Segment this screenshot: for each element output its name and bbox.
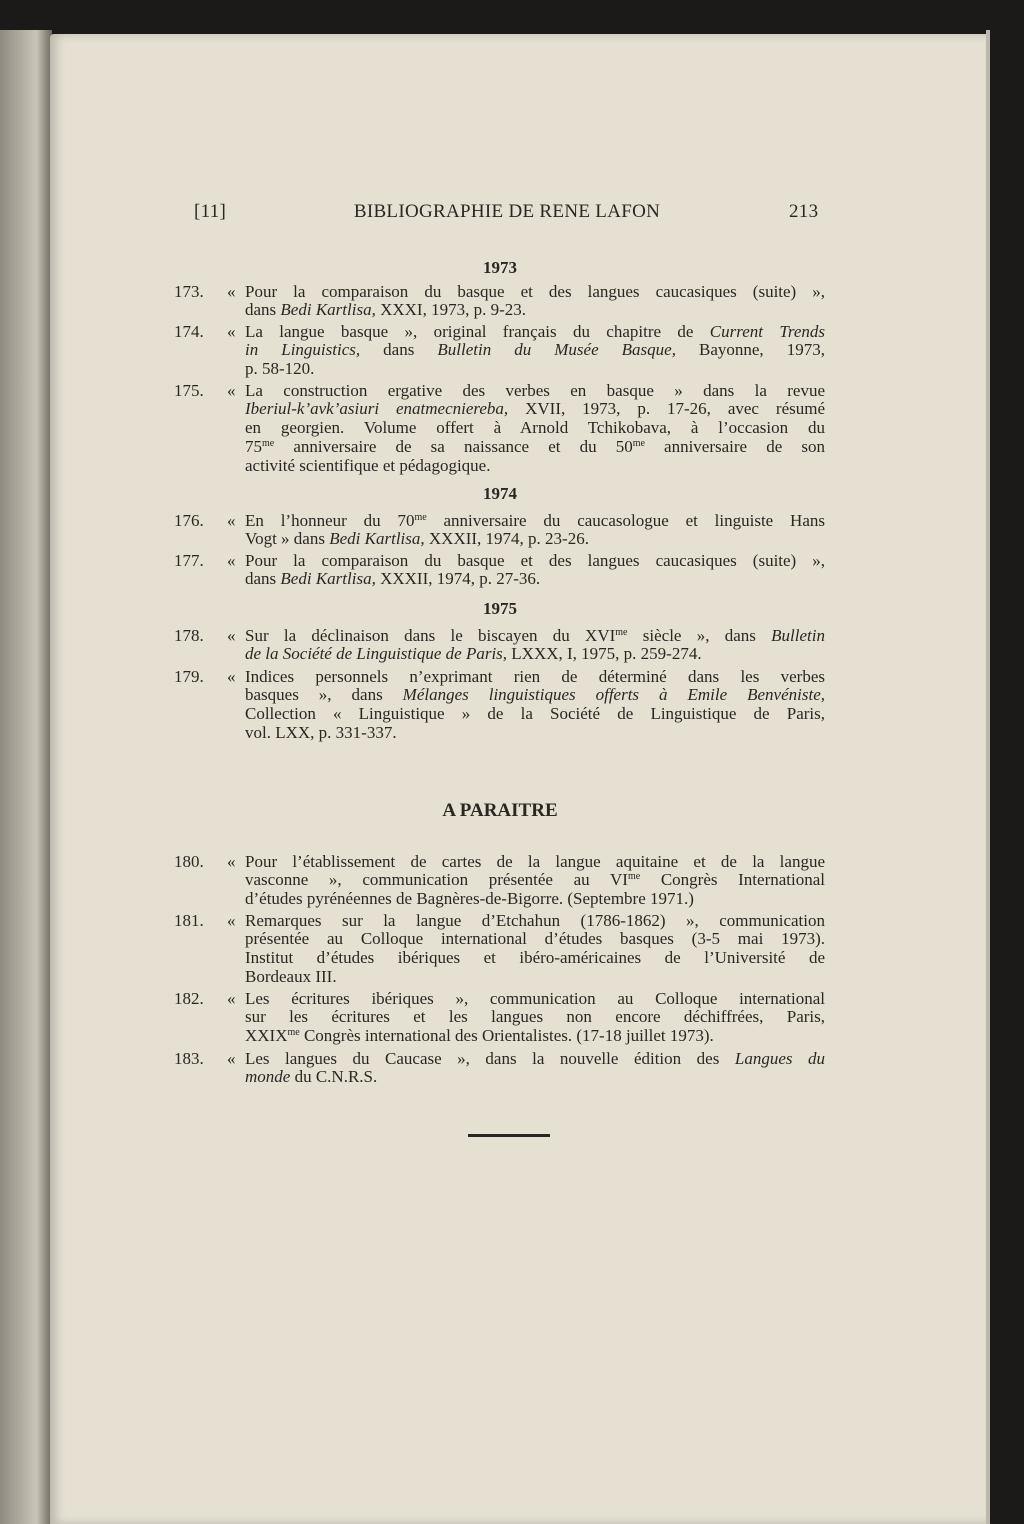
entry-number: 176. — [174, 510, 204, 530]
text: dans — [245, 569, 281, 589]
entry-line — [245, 456, 825, 475]
entry-number: 179. — [174, 666, 204, 686]
page-number: 213 — [789, 201, 819, 222]
italic-title: Bulletin du Musée Basque, — [437, 340, 676, 360]
entry-line — [245, 399, 825, 418]
text: Indices personnels n’exprimant rien de déterminé dans les verbes — [245, 666, 825, 686]
italic-title: Current Trends — [709, 321, 825, 341]
entry-line — [245, 723, 825, 742]
page-edge — [986, 30, 990, 1524]
entry-number: 183. — [174, 1048, 204, 1068]
entry-line — [245, 359, 825, 378]
text: XXXI, 1973, p. 9-23. — [375, 300, 526, 320]
text: Les langues du Caucase », dans la nouvelle édition des — [245, 1048, 735, 1068]
opening-quote: « — [227, 510, 236, 530]
entry-line — [245, 889, 825, 908]
superscript: me — [632, 437, 645, 449]
italic-title: monde — [245, 1067, 291, 1087]
text: Pour l’établissement de cartes de la langue aquitaine et de la langue — [245, 851, 825, 871]
opening-quote: « — [227, 851, 236, 871]
entry-line — [245, 685, 825, 704]
opening-quote: « — [227, 321, 236, 341]
section-marker: [11] — [194, 201, 227, 222]
text: XXXII, 1974, p. 23-26. — [424, 529, 589, 549]
text: Collection « Linguistique » de la Société de Linguistique de Paris, — [245, 704, 825, 724]
entry-line — [245, 551, 825, 570]
entry-number: 175. — [174, 380, 204, 400]
facing-page-edge — [0, 30, 52, 1524]
text: Congrès international des Orientalistes. (17-18 juillet 1973). — [299, 1026, 714, 1046]
entry-line — [245, 511, 825, 530]
entry-number: 180. — [174, 851, 204, 871]
text: Pour la comparaison du basque et des langues caucasiques (suite) », — [245, 550, 825, 570]
text: Congrès International — [640, 870, 825, 890]
entry-line — [245, 1026, 825, 1045]
section-heading: 1974 — [483, 484, 517, 503]
text: anniversaire de sa naissance et du 50 — [274, 436, 633, 456]
text: siècle », dans — [627, 625, 772, 645]
entry-line — [245, 340, 825, 359]
text: du C.N.R.S. — [290, 1067, 378, 1087]
text: vol. LXX, p. 331-337. — [245, 722, 397, 742]
text: vasconne », communication présentée au VI — [245, 870, 628, 890]
text: LXXX, I, 1975, p. 259-274. — [507, 644, 702, 664]
text: Bordeaux III. — [245, 966, 337, 986]
entry-line — [245, 870, 825, 889]
text: p. 58-120. — [245, 359, 315, 379]
entry-number: 182. — [174, 988, 204, 1008]
entry-line — [245, 1049, 825, 1068]
italic-title: in Linguistics, — [245, 340, 361, 360]
text: XVII, 1973, p. 17-26, avec résumé — [508, 399, 825, 419]
text: anniversaire du caucasologue et linguiste Hans — [426, 510, 825, 530]
superscript: me — [262, 437, 275, 449]
entry-line — [245, 418, 825, 437]
entry-line — [245, 381, 825, 400]
end-rule — [468, 1134, 550, 1137]
text: En l’honneur du 70 — [245, 510, 415, 530]
entry-number: 173. — [174, 281, 204, 301]
text: sur les écritures et les langues non encore déchiffrées, Paris, — [245, 1007, 825, 1027]
entry-line — [245, 437, 825, 456]
italic-title: Bedi Kartlisa, — [280, 569, 376, 589]
entry-line — [245, 529, 825, 548]
opening-quote: « — [227, 281, 236, 301]
entry-line — [245, 704, 825, 723]
entry-line — [245, 282, 825, 301]
text: Sur la déclinaison dans le biscayen du XVI — [245, 625, 616, 645]
superscript: me — [287, 1027, 300, 1039]
text: basques », dans — [245, 685, 403, 705]
text: Bayonne, 1973, — [675, 340, 825, 360]
entry-line — [245, 948, 825, 967]
text: Institut d’études ibériques et ibéro-américaines de l’Université de — [245, 948, 825, 968]
opening-quote: « — [227, 988, 236, 1008]
italic-title: Iberiul-k’avk’asiuri enatmecniereba, — [245, 399, 509, 419]
opening-quote: « — [227, 550, 236, 570]
entry-line — [245, 569, 825, 588]
entry-line — [245, 300, 825, 319]
superscript: me — [627, 871, 641, 883]
text: 75 — [245, 436, 262, 456]
superscript: me — [414, 511, 427, 523]
text: activité scientifique et pédagogique. — [245, 455, 491, 475]
text: Les écritures ibériques », communication au Colloque international — [245, 988, 825, 1008]
italic-title: Mélanges linguistiques offerts à Emile Benvéniste, — [402, 685, 825, 705]
running-title: BIBLIOGRAPHIE DE RENE LAFON — [353, 201, 661, 222]
opening-quote: « — [227, 625, 236, 645]
text: présentée au Colloque international d’études basques (3-5 mai 1973). — [245, 929, 825, 949]
section-heading: 1975 — [483, 599, 517, 618]
opening-quote: « — [227, 910, 236, 930]
text: dans — [245, 300, 281, 320]
text: Pour la comparaison du basque et des langues caucasiques (suite) », — [245, 281, 825, 301]
superscript: me — [615, 626, 628, 638]
text: XXIX — [245, 1026, 288, 1046]
section-heading: A PARAITRE — [442, 800, 558, 821]
italic-title: de la Société de Linguistique de Paris, — [245, 644, 508, 664]
entry-line — [245, 852, 825, 871]
italic-title: Bulletin — [771, 625, 825, 645]
entry-line — [245, 644, 825, 663]
italic-title: Langues du — [734, 1048, 825, 1068]
section-heading: 1973 — [483, 258, 517, 277]
text: Remarques sur la langue d’Etchahun (1786-1862) », communication — [245, 910, 825, 930]
text: en georgien. Volume offert à Arnold Tchikobava, à l’occasion du — [245, 418, 825, 438]
opening-quote: « — [227, 1048, 236, 1068]
entry-line — [245, 989, 825, 1008]
opening-quote: « — [227, 666, 236, 686]
text: Vogt » dans — [245, 529, 330, 549]
entry-line — [245, 911, 825, 930]
entry-line — [245, 967, 825, 986]
text: XXXII, 1974, p. 27-36. — [375, 569, 541, 589]
italic-title: Bedi Kartlisa, — [280, 300, 376, 320]
entry-line — [245, 626, 825, 645]
entry-line — [245, 322, 825, 341]
text: d’études pyrénéennes de Bagnères-de-Bigorre. (Septembre 1971.) — [245, 889, 694, 909]
entry-line — [245, 1067, 825, 1086]
text: La construction ergative des verbes en basque » dans la revue — [245, 380, 825, 400]
entry-number: 181. — [174, 910, 204, 930]
entry-number: 178. — [174, 625, 204, 645]
opening-quote: « — [227, 380, 236, 400]
italic-title: Bedi Kartlisa, — [329, 529, 425, 549]
entry-line — [245, 667, 825, 686]
entry-line — [245, 1007, 825, 1026]
text: La langue basque », original français du chapitre de — [245, 321, 710, 341]
text: dans — [360, 340, 438, 360]
entry-number: 174. — [174, 321, 204, 341]
text: anniversaire de son — [644, 436, 825, 456]
entry-line — [245, 929, 825, 948]
entry-number: 177. — [174, 550, 204, 570]
